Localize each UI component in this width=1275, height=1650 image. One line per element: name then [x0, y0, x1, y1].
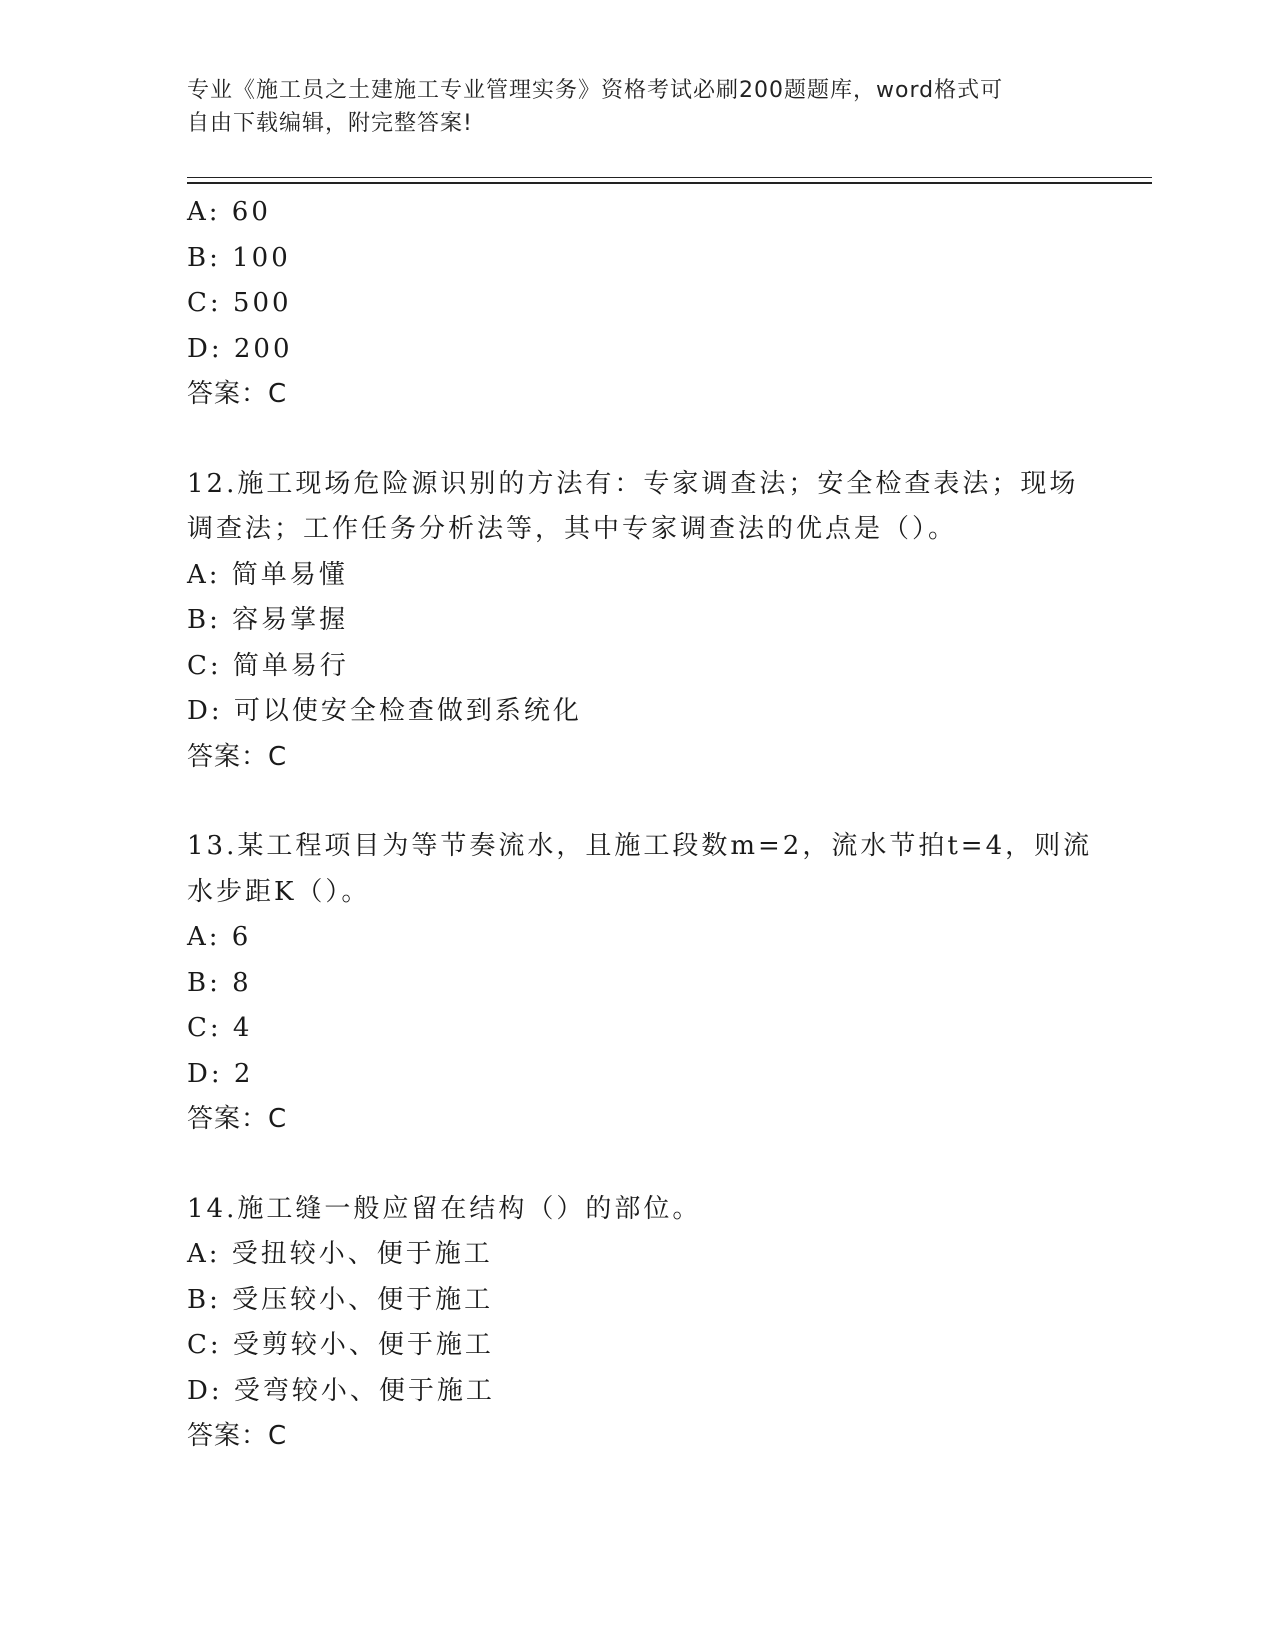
- answer-line: 答案：C: [187, 379, 288, 409]
- option-b: B: 100: [187, 242, 291, 273]
- header-line-2: 自由下载编辑，附完整答案!: [187, 111, 473, 136]
- header-divider-thin: [187, 177, 1152, 178]
- option-c: C: 受剪较小、便于施工: [187, 1330, 494, 1360]
- option-b: B: 8: [187, 967, 252, 998]
- option-a: A: 简单易懂: [187, 559, 348, 590]
- question-text-line: 12.施工现场危险源识别的方法有：专家调查法；安全检查表法；现场: [187, 468, 1079, 499]
- question-11-continued: [187, 190, 1087, 418]
- question-text-line: 调查法；工作任务分析法等，其中专家调查法的优点是（）。: [187, 514, 958, 544]
- option-b: B: 受压较小、便于施工: [187, 1284, 494, 1315]
- option-d: D: 受弯较小、便于施工: [187, 1375, 495, 1406]
- question-14: [187, 1187, 1087, 1460]
- question-12: [187, 462, 1087, 781]
- option-a: A: 受扭较小、便于施工: [187, 1239, 493, 1269]
- question-13: [187, 824, 1093, 1143]
- option-c: C: 简单易行: [187, 650, 349, 681]
- question-list: [187, 190, 1093, 1460]
- answer-line: 答案：C: [187, 1104, 288, 1134]
- option-b: B: 容易掌握: [187, 605, 349, 635]
- header-divider-thick: [187, 182, 1152, 184]
- option-d: D: 可以使安全检查做到系统化: [187, 696, 582, 726]
- option-a: A: 60: [187, 197, 271, 227]
- question-text-line: 水步距K（）。: [187, 876, 371, 907]
- answer-line: 答案：C: [187, 1421, 288, 1451]
- document-header: [187, 74, 1067, 140]
- header-line-1: 专业《施工员之土建施工专业管理实务》资格考试必刷200题题库，word格式可: [187, 78, 1004, 103]
- option-a: A: 6: [187, 922, 252, 952]
- spacer: [187, 1143, 1087, 1187]
- spacer: [187, 418, 1087, 462]
- spacer: [187, 780, 1087, 824]
- option-d: D: 2: [187, 1058, 254, 1089]
- question-text-line: 13.某工程项目为等节奏流水，且施工段数m=2，流水节拍t=4，则流: [187, 831, 1093, 861]
- question-text-line: 14.施工缝一般应留在结构（）的部位。: [187, 1193, 702, 1224]
- answer-line: 答案：C: [187, 741, 288, 772]
- option-c: C: 500: [187, 288, 292, 318]
- option-d: D: 200: [187, 333, 293, 364]
- option-c: C: 4: [187, 1013, 253, 1043]
